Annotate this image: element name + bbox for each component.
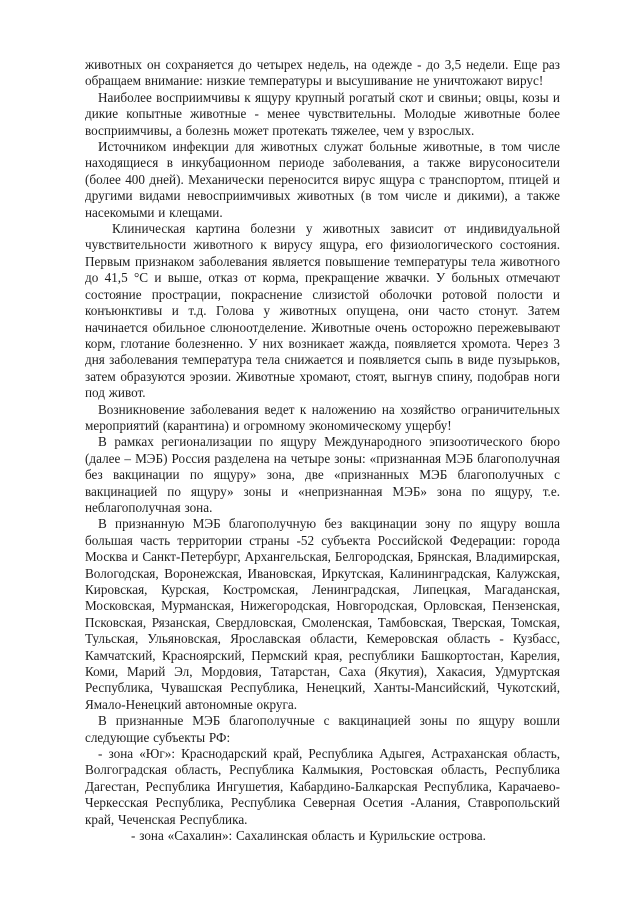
paragraph-zone-without-vaccination: В признанную МЭБ благополучную без вакцинации зону по ящуру вошла большая часть территории страны -52 субъекта Российской Федерации: города Москва и Санкт-Петербург, Архангельская, Белгородская, Брянская, Владимирская, Вологодская, Воронежская, Ивановская, Иркутская, Калининградская, Калужская, Кировская, Курская, Костромская, Ленинградская, Липецкая, Магаданская, Московская, Мурманская, Нижегородская, Новгородская, Орловская, Пензенская, Псковская, Рязанская, Свердловская, Смоленская, Тамбовская, Тверская, Томская, Тульская, Ульяновская, Ярославская области, Кемеровская область - Кузбасс, Камчатский, Красноярский, Пермский края, республики Башкортостан, Карелия, Коми, Марий Эл, Мордовия, Татарстан, Саха (Якутия), Хакасия, Удмуртская Республика, Чувашская Республика, Ненецкий, Ханты-Мансийский, Чукотский, Ямало-Ненецкий автономные округа. (85, 516, 560, 712)
paragraph-virus-survival: животных он сохраняется до четырех недель, на одежде - до 3,5 недели. Еще раз обращаем внимание: низкие температуры и высушивание не уничтожают вирус! (85, 57, 560, 89)
paragraph-oie-zones: В рамках регионализации по ящуру Международного эпизоотического бюро (далее – МЭБ) Россия разделена на четыре зоны: «признанная МЭБ благополучная без вакцинации по ящуру» зона, две «признанных МЭБ благополучных с вакцинацией по ящуру» зоны и «непризнанная МЭБ» зона по ящуру, т.е. неблагополучная зона. (85, 434, 560, 515)
paragraph-zone-yug: - зона «Юг»: Краснодарский край, Республика Адыгея, Астраханская область, Волгоградская область, Республика Калмыкия, Ростовская область, Республика Дагестан, Республика Ингушетия, Кабардино-Балкарская Республика, Карачаево-Черкесская Республика, Республика Северная Осетия -Алания, Ставропольский край, Чеченская Республика. (85, 746, 560, 827)
paragraph-economic-damage: Возникновение заболевания ведет к наложению на хозяйство ограничительных мероприятий (карантина) и огромному экономическому ущербу! (85, 401, 560, 433)
paragraph-infection-source: Источником инфекции для животных служат больные животные, в том числе находящиеся в инкубационном периоде заболевания, а также вирусоносители (более 400 дней). Механически переносится вирус ящура с транспортом, птицей и другими видами невосприимчивых животных (в том числе и дикими), а также насекомыми и клещами. (85, 139, 560, 220)
paragraph-susceptible-animals: Наиболее восприимчивы к ящуру крупный рогатый скот и свиньи; овцы, козы и дикие копытные животные - менее чувствительны. Молодые животные более восприимчивы, а болезнь может протекать тяжелее, чем у взрослых. (85, 89, 560, 138)
paragraph-clinical-picture: Клиническая картина болезни у животных зависит от индивидуальной чувствительности животного к вирусу ящура, его физиологического состояния. Первым признаком заболевания является повышение температуры тела животного до 41,5 °С и выше, отказ от корма, прекращение жвачки. У больных отмечают состояние прострации, покраснение слизистой оболочки ротовой полости и конъюнктивы и т.д. Голова у животных опущена, они часто стонут. Затем начинается обильное слюноотделение. Животные очень осторожно пережевывают корм, глотание болезненно. У них возникает жажда, появляется хромота. Через 3 дня заболевания температура тела снижается и появляется сыпь в виде пузырьков, затем образуются эрозии. Животные хромают, стоят, выгнув спину, подобрав ноги под живот. (85, 221, 560, 401)
paragraph-zones-with-vaccination-intro: В признанные МЭБ благополучные с вакцинацией зоны по ящуру вошли следующие субъекты РФ: (85, 713, 560, 745)
paragraph-zone-sakhalin: - зона «Сахалин»: Сахалинская область и Курильские острова. (131, 828, 486, 844)
